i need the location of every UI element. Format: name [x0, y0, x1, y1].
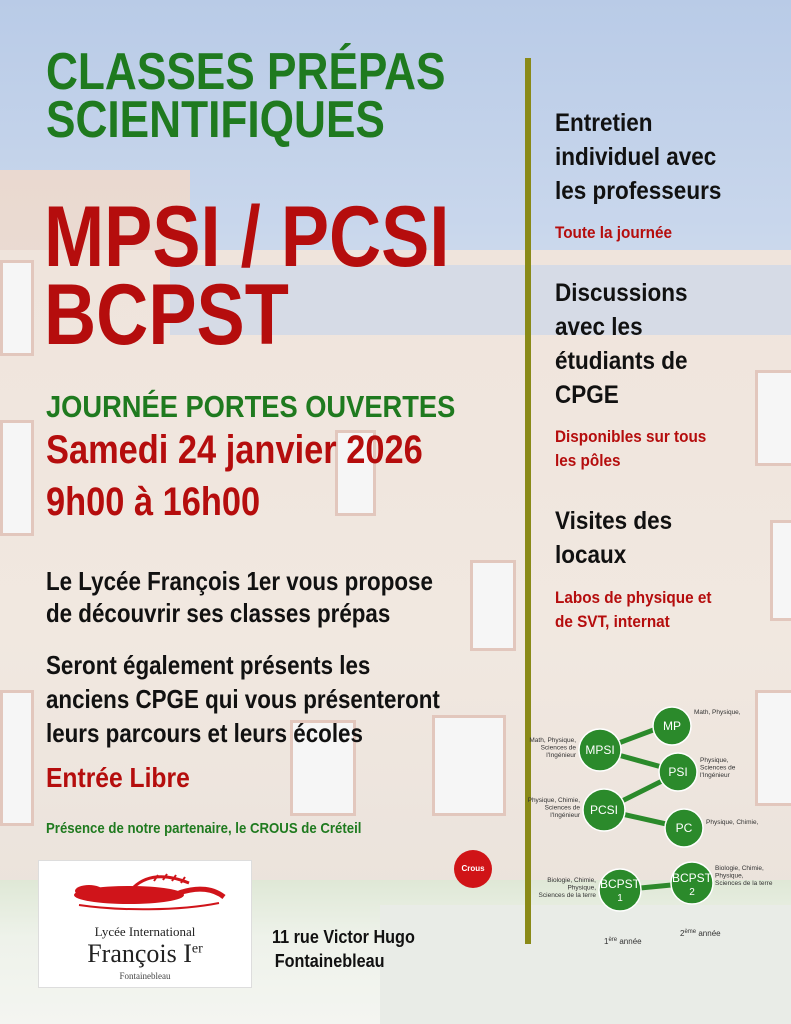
- pcsi-subjects: [528, 797, 581, 819]
- interview-detail: Toute la journée: [555, 223, 673, 242]
- bcpst1-subjects: [539, 877, 597, 899]
- visit-detail: Labos de physique et de SVT, internat: [555, 588, 712, 631]
- window: [0, 420, 34, 536]
- cpge-pathway-diagram: [520, 690, 791, 950]
- node-pcsi-label: PCSI: [589, 803, 619, 817]
- node-bcpst1-label: BCPST: [599, 877, 641, 891]
- salamander-icon: [39, 861, 251, 921]
- event-name: JOURNÉE PORTES OUVERTES: [46, 389, 456, 424]
- logo-name-text: François I: [87, 939, 192, 968]
- logo-line-city: Fontainebleau: [119, 971, 171, 981]
- event-hours: 9h00 à 16h00: [46, 480, 261, 524]
- first-year-label: [604, 937, 642, 946]
- node-mpsi-label: MPSI: [585, 743, 615, 757]
- subject-line: Physique, Chimie,: [706, 819, 759, 826]
- subject-line: Biologie, Chimie,: [547, 877, 596, 884]
- discussion-heading: Discussions avec les étudiants de CPGE: [555, 279, 688, 409]
- subject-line: Sciences de la terre: [538, 892, 596, 899]
- subject-line: Math, Physique,: [529, 737, 576, 744]
- logo-line-international: Lycée International: [94, 924, 196, 939]
- second-year-number: 2: [680, 929, 685, 938]
- address-street: 11 rue Victor Hugo: [272, 927, 415, 947]
- crous-logo-text: Crous: [461, 864, 485, 873]
- programs-heading: MPSI / PCSI BCPST: [44, 189, 450, 363]
- mpsi-subjects: [529, 737, 576, 759]
- logo-name-sup: er: [191, 941, 203, 957]
- intro-text: Le Lycée François 1er vous propose de découvrir ses classes prépas: [46, 566, 433, 628]
- subject-line: Math, Physique,: [694, 709, 741, 716]
- partner-note: Présence de notre partenaire, le CROUS de Créteil: [46, 820, 362, 837]
- node-bcpst2-label: BCPST: [671, 871, 713, 885]
- subject-line: l'Ingénieur: [700, 772, 730, 779]
- first-year-sup: ère: [608, 937, 618, 943]
- subject-line: Sciences de: [700, 764, 736, 772]
- subject-line: Sciences de la terre: [715, 880, 773, 887]
- second-year-sup: ème: [684, 929, 697, 935]
- subject-line: Sciences de: [540, 744, 576, 752]
- node-psi-label: PSI: [668, 765, 688, 779]
- free-entry: Entrée Libre: [46, 762, 190, 793]
- node-bcpst1-year: 1: [617, 893, 623, 904]
- address-city: Fontainebleau: [274, 951, 385, 971]
- node-mp-label: MP: [663, 719, 681, 733]
- address: [272, 925, 415, 973]
- subject-line: Physique, Chimie,: [527, 797, 580, 804]
- first-year-word: année: [617, 937, 642, 946]
- visit-heading: Visites des locaux: [555, 507, 673, 569]
- event-date: Samedi 24 janvier 2026: [46, 428, 423, 472]
- interview-heading: Entretien individuel avec les professeurs: [555, 109, 722, 205]
- subject-line: Physique,: [567, 884, 596, 892]
- subject-line: Physique,: [700, 757, 729, 764]
- alumni-text: Seront également présents les anciens CPGE qui vous présenteront leurs parcours et leurs écoles: [46, 650, 440, 748]
- node-pc-label: PC: [675, 821, 693, 835]
- second-year-label: [680, 929, 721, 938]
- subject-line: Physique,: [715, 872, 744, 880]
- psi-subjects: [700, 757, 736, 779]
- poster-title: CLASSES PRÉPAS SCIENTIFIQUES: [46, 43, 446, 149]
- mp-subjects: [694, 709, 741, 716]
- pc-subjects: [706, 819, 759, 826]
- subject-line: Sciences de: [544, 804, 580, 812]
- discussion-detail: Disponibles sur tous les pôles: [555, 427, 707, 470]
- window: [770, 520, 791, 621]
- first-year-number: 1: [604, 937, 609, 946]
- crous-logo: [454, 850, 492, 888]
- subject-line: l'Ingénieur: [550, 812, 580, 819]
- subject-line: Biologie, Chimie,: [715, 865, 764, 872]
- logo-line-name: [39, 939, 251, 969]
- window: [0, 260, 34, 356]
- subject-line: l'Ingénieur: [546, 752, 576, 759]
- node-bcpst2-year: 2: [689, 887, 695, 898]
- second-year-word: année: [696, 929, 721, 938]
- window: [0, 690, 34, 826]
- school-logo: [38, 860, 252, 988]
- bcpst2-subjects: [715, 865, 773, 887]
